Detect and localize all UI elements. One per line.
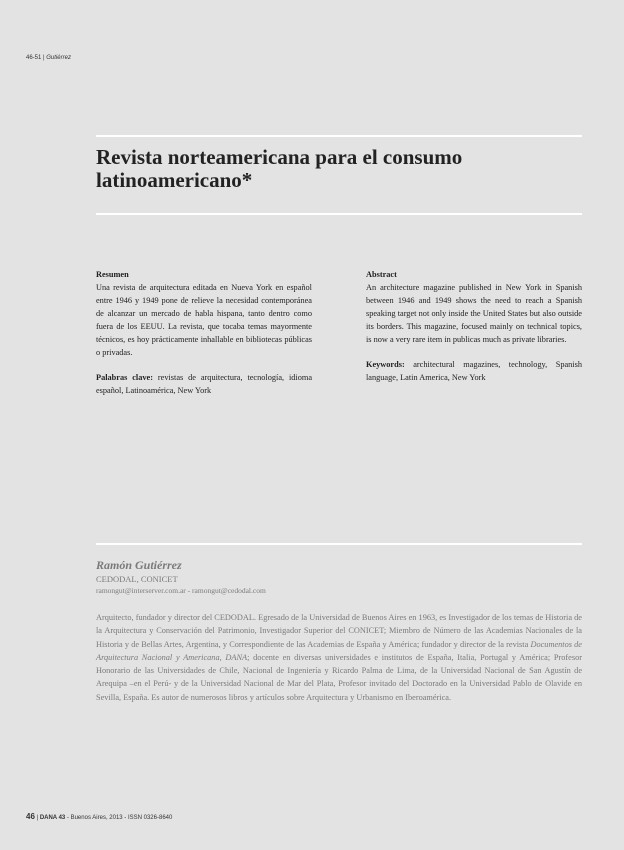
resumen-keywords-label: Palabras clave: [96,373,153,382]
footer-details: - Buenos Aires, 2013 - ISSN 0326-8640 [65,815,173,821]
running-header [26,55,71,61]
abstract-keywords-label: Keywords: [366,360,405,369]
author-bio [96,611,582,704]
page-footer [26,812,172,821]
author-affiliation: CEDODAL, CONICET [96,574,178,584]
bio-part-1: Arquitecto, fundador y director del CEDODAL. Egresado de la Universidad de Buenos Aires en 1963, es Investigador de los temas de Historia de la Arquitectura y Conservación del Patrimonio, Investigador Superior del CONICET; Miembro de Número de las Academias Nacionales de la Historia y de Bellas Artes, Argentina, y Correspondiente de las Academias de España y América; fundador y director de la revista [96,613,582,649]
abstract-keywords-text: architectural magazines, technology, Spanish language, Latin America, New York [366,360,582,382]
footer-journal: DANA 43 [39,815,66,821]
resumen-keywords-text: revistas de arquitectura, tecnología, idioma español, Latinoamérica, New York [96,373,313,395]
bio-journal-title: Documentos de Arquitectura Nacional y Americana, DANA [96,639,582,662]
footer-separator: | [36,815,39,821]
author-emails: ramongut@interserver.com.ar - ramongut@cedodal.com [96,586,266,595]
header-separator: | [43,55,45,61]
footer-page-number: 46 [26,812,35,821]
header-author: Gutiérrez [46,55,71,61]
resumen-heading: Resumen [96,270,129,279]
resumen-body: Una revista de arquitectura editada en Nueva York en español entre 1946 y 1949 pone de relieve la necesidad contemporánea de alcanzar un mercado de habla hispana, tanto dentro como fuera de los EEUU. La revista, que tocaba temas mayormente técnicos, es hoy prácticamente inhallable en bibliotecas públicas o privadas. [96,283,312,357]
bio-part-2: ; docente en diversas universidades e institutos de España, Italia, Portugal y América; Profesor Honorario de las Universidades de Chile, Nacional de Ingeniería y Ricardo Palma de Lima, de la Universidad Nacional de San Agustín de Arequipa –en el Perú- y de la Universidad Nacional de Mar del Plata, Profesor invitado del Doctorado en la Universidad Pablo de Olavide en Sevilla, España. Es autor de numerosos libros y artículos sobre Arquitectura y Urbanismo en Iberoamérica. [96,652,582,702]
author-divider [96,543,582,545]
abstract-body: An architecture magazine published in New York in Spanish between 1946 and 1949 shows the need to reach a Spanish speaking target not only inside the United States but also outside its borders. This magazine, focused mainly on technical topics, is now a very rare item in publicas much as private libraries. [366,283,582,344]
top-divider [96,135,582,137]
header-pages: 46-51 [26,55,42,61]
abstract-heading: Abstract [366,270,397,279]
abstract-column [366,268,582,384]
title-divider [96,213,582,215]
author-name: Ramón Gutiérrez [96,558,182,572]
resumen-column [96,268,312,397]
article-title: Revista norteamericana para el consumo latinoamericano* [96,145,463,192]
resumen-keywords [96,371,312,397]
abstract-keywords [366,358,582,384]
author-block [96,557,582,597]
